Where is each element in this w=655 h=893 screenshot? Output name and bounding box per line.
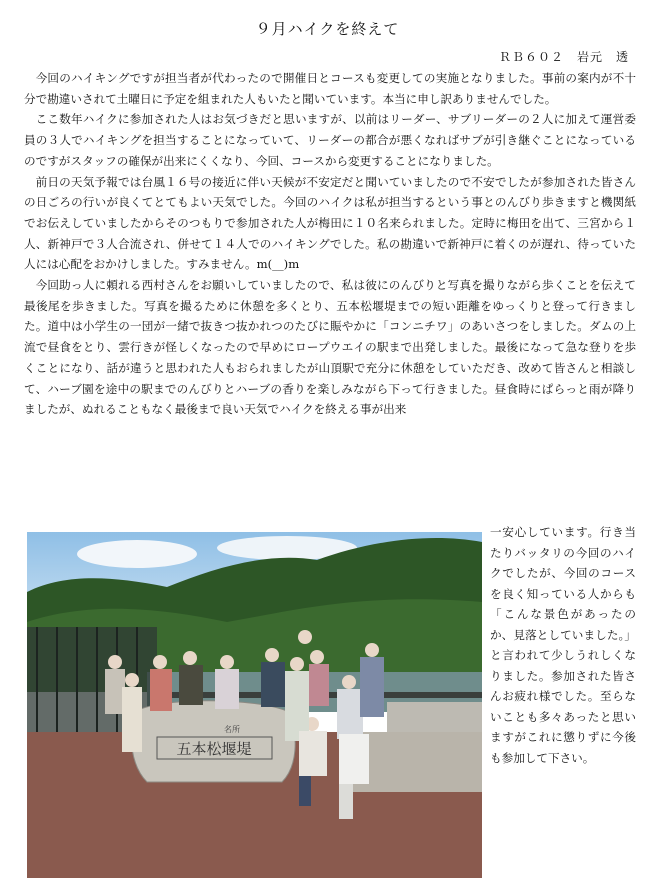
side-text-column (490, 522, 636, 768)
author-line: ＲＢ６０２ 岩元 透 (498, 50, 629, 64)
stone-sub-label: 名所 (224, 725, 240, 734)
stone-label: 五本松堰堤 (176, 740, 252, 758)
group-photo-illustration (27, 532, 482, 878)
group-photo (27, 532, 482, 878)
paragraph-2: ここ数年ハイクに参加された人はお気づきだと思いますが、以前はリーダー、サブリーダーの２人に加えて運営委員の３人でハイキングを担当することになっていて、リーダーの都合が悪くなればサブが引き継ぐことになっているのですがスタッフの確保が出来にくくなり、今回、コースから変更することになりました。 (24, 112, 636, 168)
side-paragraph: 一安心しています。行き当たりバッタリの今回のハイクでしたが、今回のコースを良く知っている人からも「こんな景色があったのか、見落としていました。」と言われて少しうれしくなりました。参加された皆さんお疲れ様でした。至らないことも多々あったと思いますがこれに懲りずに今後も参加して下さい。 (490, 525, 636, 765)
paragraph-4: 今回助っ人に頼れる西村さんをお願いしていましたので、私は彼にのんびりと写真を撮りながら歩くことを伝えて最後尾を歩きました。写真を撮るために休憩を多くとり、五本松堰堤までの短い距離をゆっくりと登って行きました。道中は小学生の一団が一緒で抜きつ抜かれつのたびに賑やかに「コンニチワ」のあいさつをしました。ダムの上流で昼食をとり、雲行きが怪しくなったので早めにロープウエイの駅まで出発しました。最後になって急な登りを歩くことになり、話が違うと思われた人もおられましたが山頂駅で充分に休憩をしていただき、改めて皆さんと相談して、ハーブ園を途中の駅までのんびりとハーブの香りを楽しみながら下って行きました。昼食時にぱらっと雨が降りましたが、ぬれることもなく最後まで良い天気でハイクを終える事が出来 (24, 278, 636, 417)
document-body (24, 68, 636, 420)
cloud (77, 540, 197, 568)
paragraph-3: 前日の天気予報では台風１６号の接近に伴い天候が不安定だと聞いていましたので不安でしたが参加された皆さんの日ごろの行いが良くてとてもよい天気でした。今回のハイクは私が担当するという事とのんびり歩きますと機関紙でお伝えしていましたからそのつもりで参加された人が梅田に１０名来られました。定時に梅田を出て、三宮から１人、新神戸で３人合流され、併せて１４人でのハイキングでした。私の勘違いで新神戸に着くのが遅れ、待っていた人には心配をおかけしました。すみません。m(__)m (24, 174, 636, 272)
document-title: ９月ハイクを終えて (255, 20, 400, 38)
paragraph-1: 今回のハイキングですが担当者が代わったので開催日とコースも変更しての実施となりました。事前の案内が不十分で勘違いされて土曜日に予定を組まれた人もいたと聞いています。本当に申し訳ありませんでした。 (24, 71, 636, 106)
